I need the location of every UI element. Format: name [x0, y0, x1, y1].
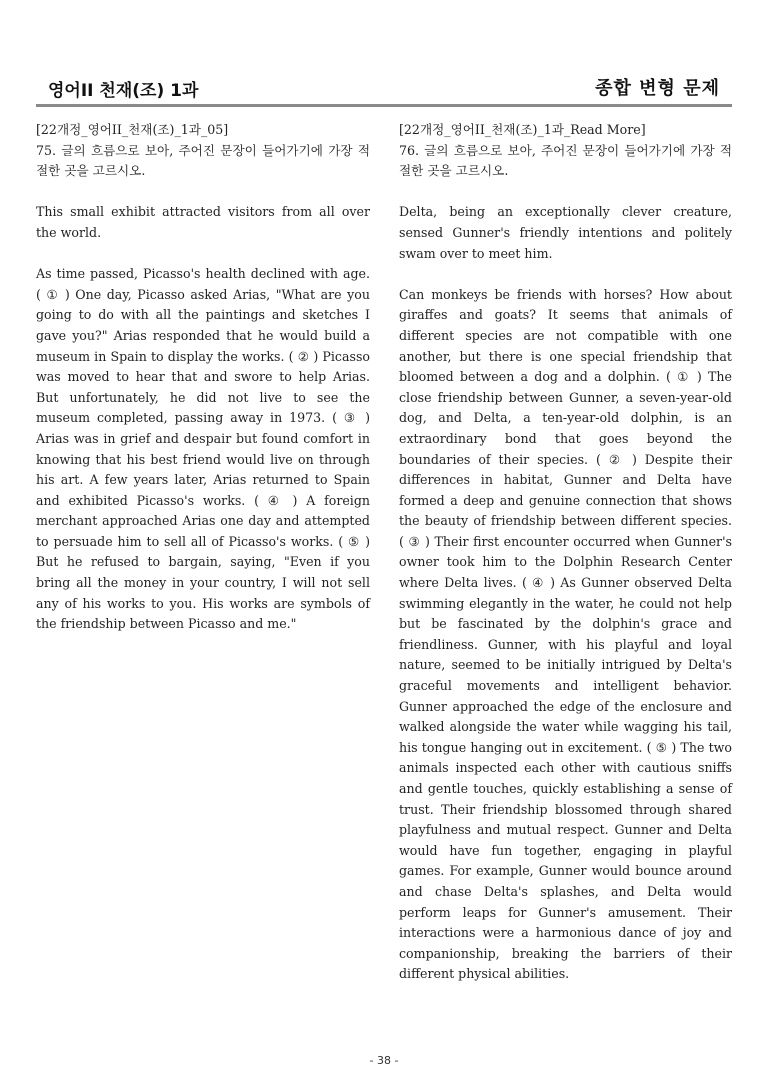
right-column — [399, 120, 732, 985]
question-75-prompt: 75. 글의 흐름으로 보아, 주어진 문장이 들어가기에 가장 적절한 곳을 고르시오. — [36, 142, 370, 179]
header-divider — [36, 104, 732, 107]
question-75-passage: As time passed, Picasso's health declined with age. ( ① ) One day, Picasso asked Arias, "What are you going to do with all the paintings and sketches I gave you?" Arias responded that he would build a museum in Spain to display the works. ( ② ) Picasso was moved to hear that and swore to help Arias. But unfortunately, he did not live to see the museum completed, passing away in 1973. ( ③ ) Arias was in grief and despair but found comfort in knowing that his best friend would live on through his art. A few years later, Arias returned to Spain and exhibited Picasso's works. ( ④ ) A foreign merchant approached Arias one day and attempted to persuade him to sell all of Picasso's works. ( ⑤ ) But he refused to bargain, saying, "Even if you bring all the money in your country, I will not sell any of his works to you. His works are symbols of the friendship between Picasso and me." — [36, 266, 370, 632]
question-76-passage: Can monkeys be friends with horses? How about giraffes and goats? It seems that animals of different species are not compatible with one another, but there is one special friendship that bloomed between a dog and a dolphin. ( ① ) The close friendship between Gunner, a seven-year-old dog, and Delta, a ten-year-old dolphin, is an extraordinary bond that goes beyond the boundaries of their species. ( ② ) Despite their differences in habitat, Gunner and Delta have formed a deep and genuine connection that shows the beauty of friendship between different species. ( ③ ) Their first encounter occurred when Gunner's owner took him to the Dolphin Research Center where Delta lives. ( ④ ) As Gunner observed Delta swimming elegantly in the water, he could not help but be fascinated by the dolphin's grace and friendliness. Gunner, with his playful and loyal nature, seemed to be initially intrigued by Delta's graceful movements and intelligent behavior. Gunner approached the edge of the enclosure and walked alongside the water while wagging his tail, his tongue hanging out in excitement. ( ⑤ ) The two animals inspected each other with cautious sniffs and gentle touches, quickly establishing a sense of trust. Their friendship blossomed through shared playfulness and mutual respect. Gunner and Delta would have fun together, engaging in playful games. For example, Gunner would bounce around and chase Delta's splashes, and Delta would perform leaps for Gunner's amusement. Their interactions were a harmonious dance of joy and companionship, breaking the barriers of their different physical abilities. — [399, 286, 732, 982]
header-right-title: 종합 변형 문제 — [595, 78, 720, 99]
page-number: - 38 - — [369, 1054, 399, 1067]
question-76-prompt: 76. 글의 흐름으로 보아, 주어진 문장이 들어가기에 가장 적절한 곳을 고르시오. — [399, 142, 732, 179]
question-76-source: [22개정_영어II_천재(조)_1과_Read More] — [399, 122, 646, 137]
header-left-title: 영어II 천재(조) 1과 — [48, 81, 199, 101]
page-header — [36, 74, 732, 104]
left-column — [36, 120, 370, 635]
question-75-given-sentence: This small exhibit attracted visitors from all over the world. — [36, 204, 370, 240]
question-76-given-sentence: Delta, being an exceptionally clever creature, sensed Gunner's friendly intentions and politely swam over to meet him. — [399, 204, 732, 261]
question-75-source: [22개정_영어II_천재(조)_1과_05] — [36, 122, 229, 137]
